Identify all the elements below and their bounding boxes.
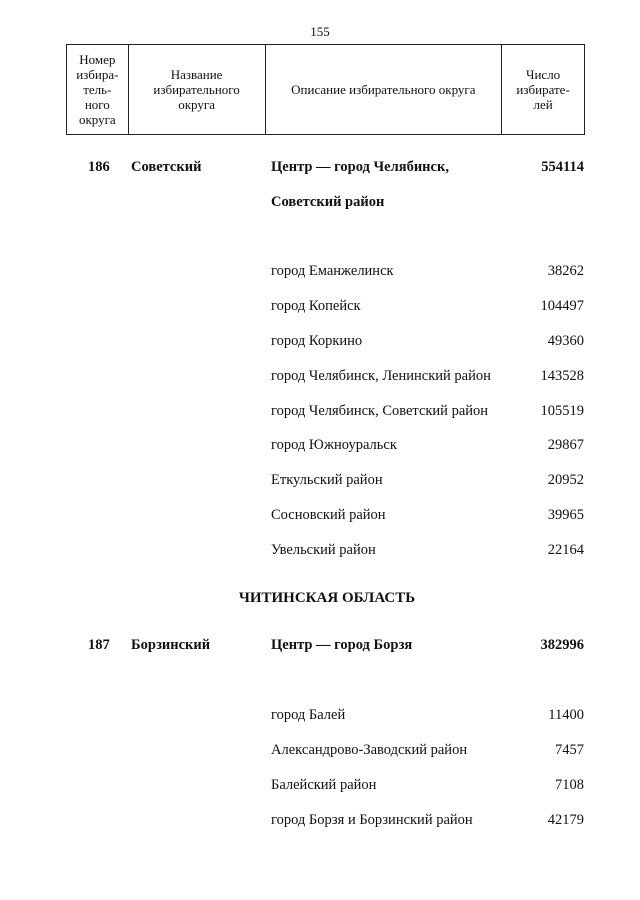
- territory-name: город Еманжелинск: [271, 263, 394, 279]
- territory-name: Балейский район: [271, 777, 377, 793]
- district-name: Советский: [131, 159, 202, 175]
- territory-name: Александрово-Заводский район: [271, 742, 468, 758]
- territory-name: город Балей: [271, 707, 346, 723]
- territory-name: Сосновский район: [271, 507, 386, 523]
- header-num-line: Номер: [79, 52, 116, 67]
- territory-name: город Южноуральск: [271, 437, 397, 453]
- territory-voters: 38262: [547, 263, 584, 279]
- territory-voters: 22164: [547, 542, 584, 558]
- district-center: Центр — город Борзя: [271, 637, 413, 653]
- header-num-line: избира-: [76, 67, 119, 82]
- territory-name: город Челябинск, Ленинский район: [271, 368, 491, 384]
- territory-voters: 7457: [555, 742, 584, 758]
- territory-voters: 105519: [540, 403, 584, 419]
- table-header: [66, 44, 585, 135]
- page-number: 155: [310, 24, 330, 39]
- territory-voters: 49360: [547, 333, 584, 349]
- territory-voters: 7108: [555, 777, 584, 793]
- territory-voters: 11400: [548, 707, 584, 723]
- territory-name: город Коркино: [271, 333, 363, 349]
- header-num-line: ного: [84, 97, 110, 112]
- district-total: 554114: [541, 159, 584, 175]
- district-number: 186: [88, 159, 110, 175]
- header-count-line: избирате-: [516, 82, 570, 97]
- header-count-line: лей: [533, 97, 553, 112]
- territory-name: город Челябинск, Советский район: [271, 403, 489, 419]
- header-voter-count: [502, 45, 585, 135]
- territory-voters: 143528: [540, 368, 584, 384]
- header-desc-text: Описание избирательного округа: [291, 82, 476, 97]
- header-count-line: Число: [526, 67, 561, 82]
- district-center-continued: Советский район: [271, 194, 385, 210]
- header-district-name: [128, 45, 265, 135]
- territory-voters: 20952: [547, 472, 584, 488]
- header-name-line: избирательного: [153, 82, 240, 97]
- district-center: Центр — город Челябинск,: [271, 159, 449, 175]
- territory-voters: 104497: [540, 298, 584, 314]
- district-total: 382996: [540, 637, 584, 653]
- territory-name: Еткульский район: [271, 472, 383, 488]
- district-name: Борзинский: [131, 637, 211, 653]
- header-district-number: [67, 45, 129, 135]
- territory-voters: 42179: [547, 812, 584, 828]
- territory-voters: 29867: [547, 437, 584, 453]
- header-num-line: округа: [78, 112, 116, 127]
- territory-name: город Борзя и Борзинский район: [271, 812, 473, 828]
- territory-name: город Копейск: [271, 298, 361, 314]
- territory-voters: 39965: [547, 507, 584, 523]
- header-name-line: Название: [170, 67, 223, 82]
- header-num-line: тель-: [83, 82, 112, 97]
- header-description: [265, 45, 502, 135]
- region-title: ЧИТИНСКАЯ ОБЛАСТЬ: [238, 590, 416, 606]
- district-number: 187: [88, 637, 110, 653]
- header-name-line: округа: [178, 97, 215, 112]
- territory-name: Увельский район: [271, 542, 376, 558]
